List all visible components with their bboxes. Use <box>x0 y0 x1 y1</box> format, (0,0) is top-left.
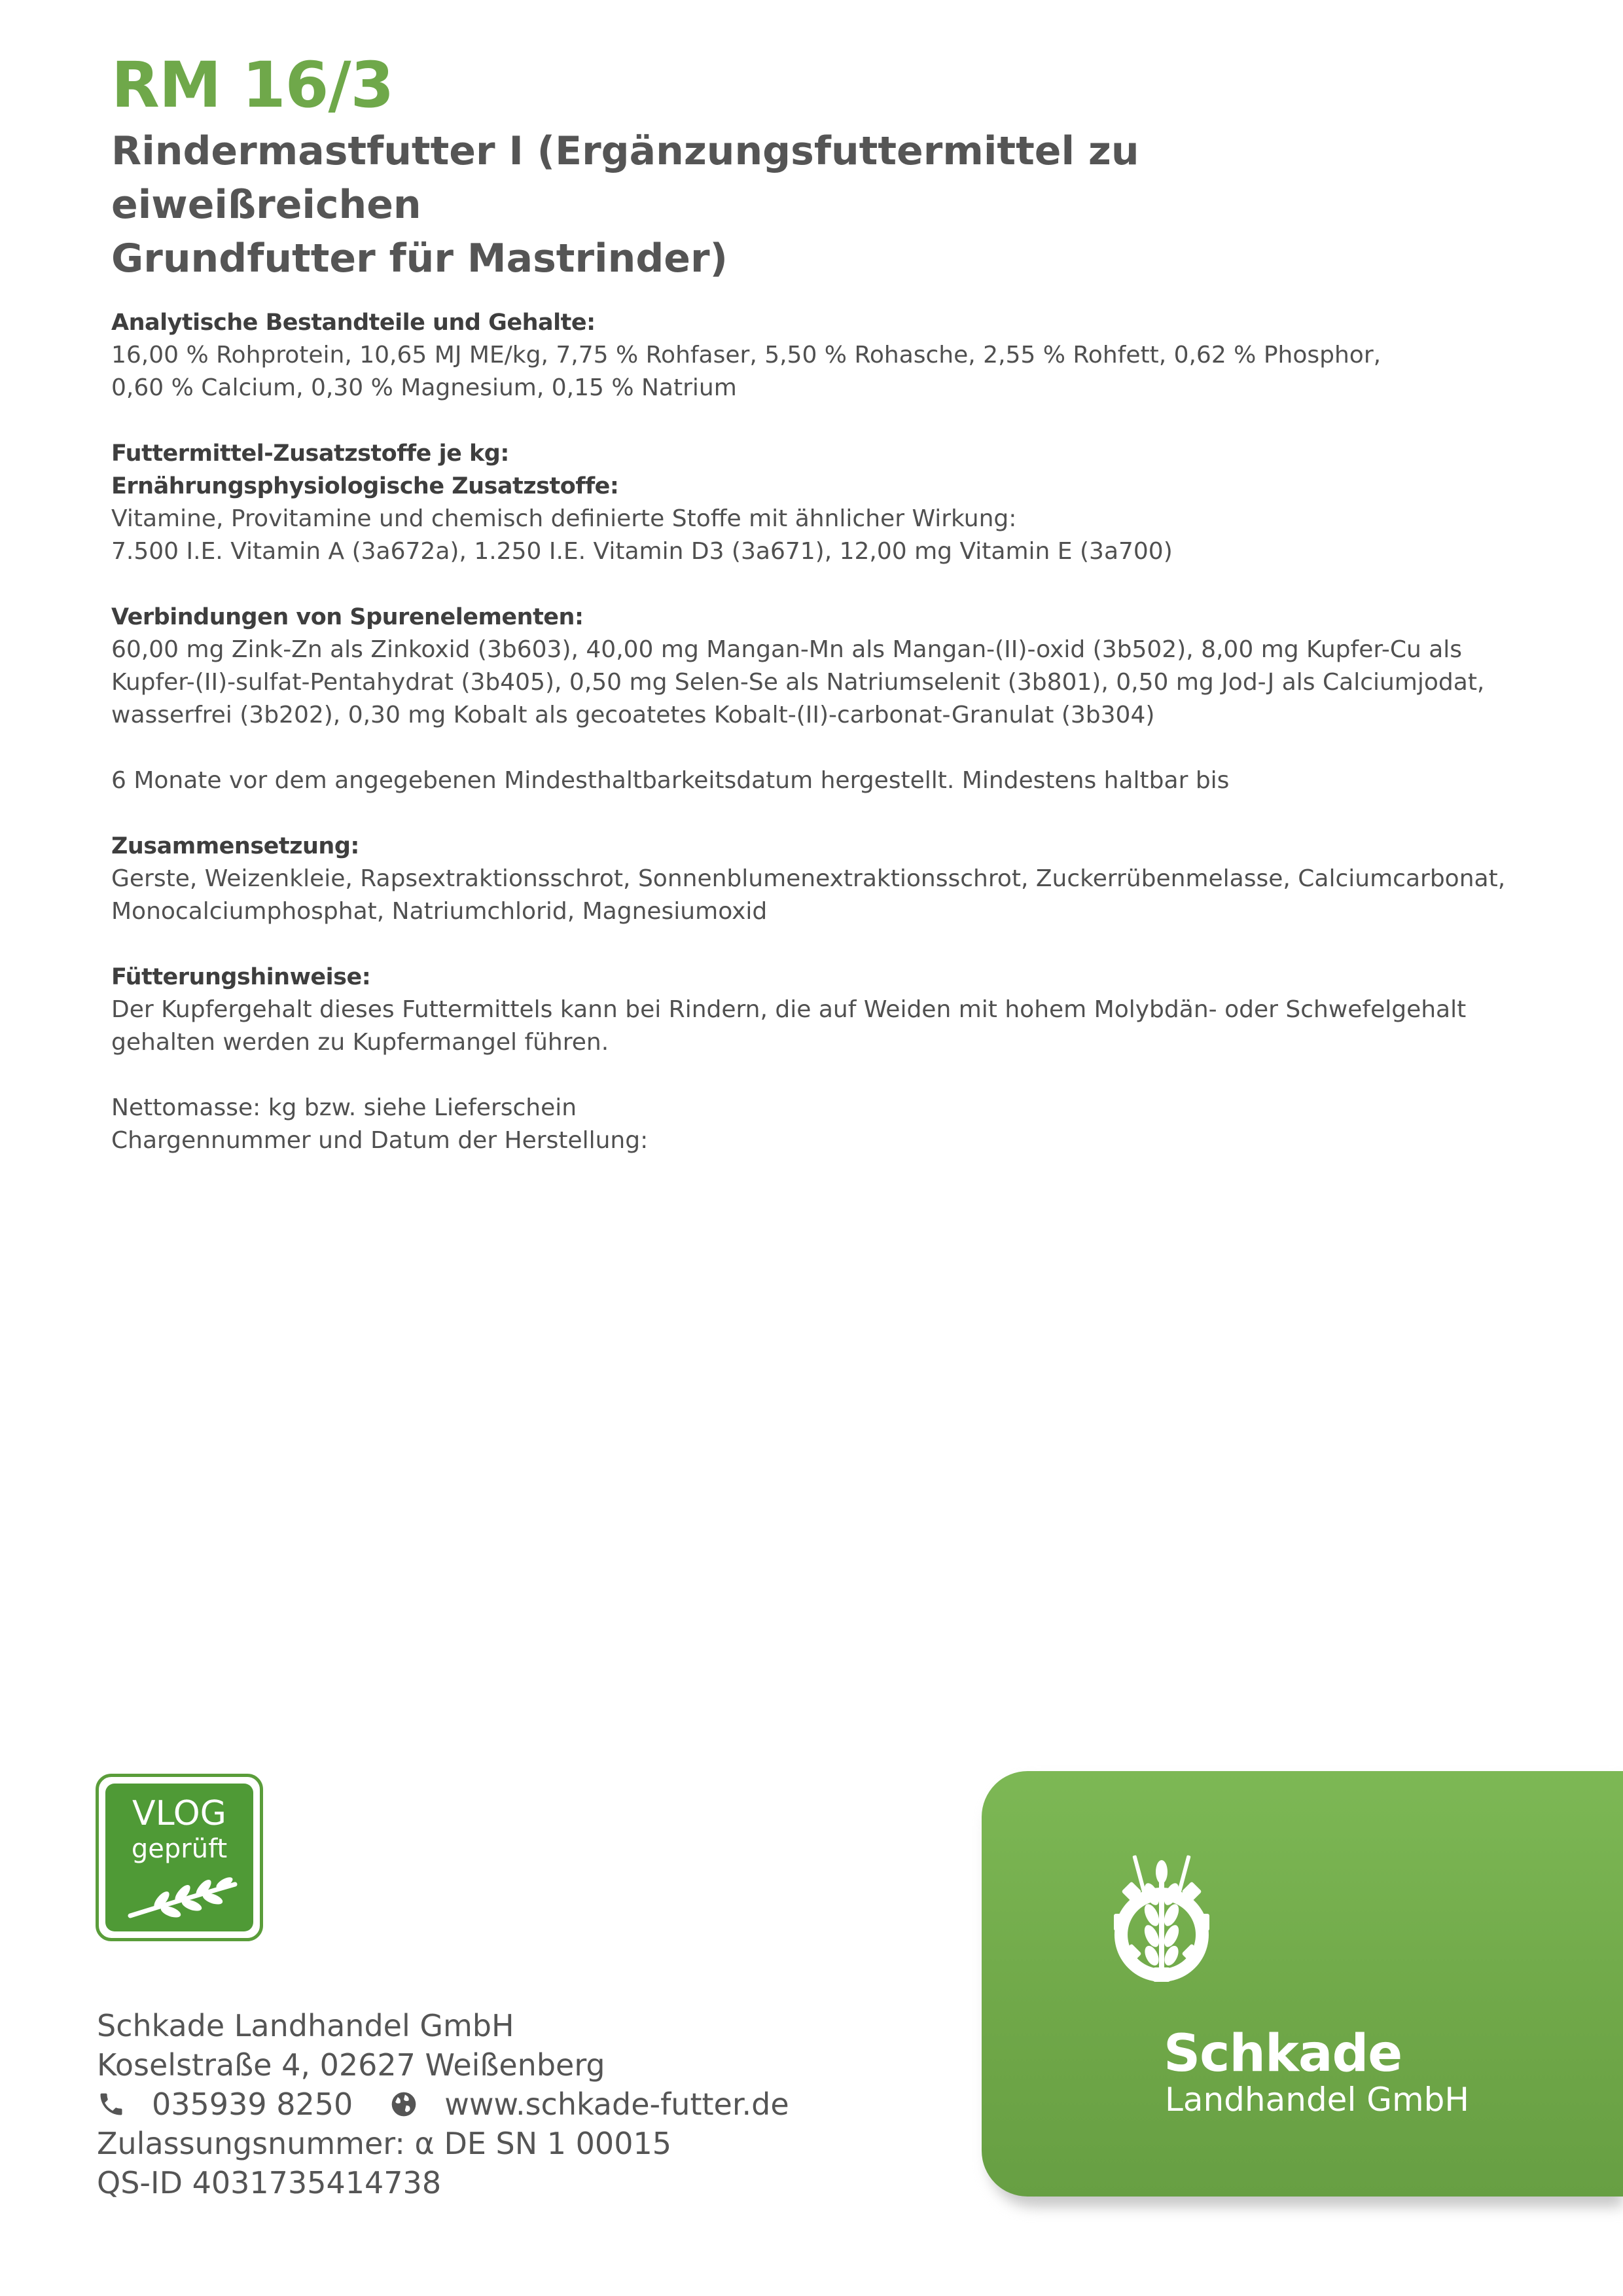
composition-section <box>111 830 1538 928</box>
website-link[interactable]: www.schkade-futter.de <box>444 2087 789 2122</box>
phone-number[interactable]: 035939 8250 <box>152 2087 353 2122</box>
brand-panel <box>982 1771 1623 2197</box>
brand-name: Schkade <box>1164 2024 1402 2083</box>
subtitle-line: Rindermastfutter I (Ergänzungsfuttermittel zu eiweißreichen <box>111 128 1139 228</box>
vlog-badge-top: VLOG <box>132 1794 226 1833</box>
subtitle-line: Grundfutter für Mastrinder) <box>111 236 728 281</box>
approval-number: Zulassungsnummer: α DE SN 1 00015 <box>97 2126 671 2161</box>
phone-icon <box>97 2090 126 2119</box>
text-line: Kupfer-(II)-sulfat-Pentahydrat (3b405), 0,50 mg Selen-Se als Natriumselenit (3b801), 0,50 mg Jod-J als Calciumjodat, <box>111 669 1485 696</box>
text-line: Vitamine, Provitamine und chemisch definierte Stoffe mit ähnlicher Wirkung: <box>111 505 1017 532</box>
trace-elements-section <box>111 601 1538 732</box>
shelf-life-section <box>111 764 1538 797</box>
vlog-badge-bottom: geprüft <box>131 1834 228 1864</box>
label-content <box>111 306 1538 1190</box>
text-line: gehalten werden zu Kupfermangel führen. <box>111 1029 609 1056</box>
analytics-section <box>111 306 1538 404</box>
company-address: Koselstraße 4, 02627 Weißenberg <box>97 2047 605 2083</box>
globe-icon <box>389 2090 418 2119</box>
vlog-badge-inner <box>105 1784 253 1931</box>
feeding-section <box>111 961 1538 1059</box>
section-heading: Verbindungen von Spurenelementen: <box>111 604 584 630</box>
brand-subline: Landhandel GmbH <box>1165 2081 1470 2119</box>
qs-id: QS-ID 4031735414738 <box>97 2165 442 2200</box>
product-code: RM 16/3 <box>111 48 394 122</box>
section-subheading: Ernährungsphysiologische Zusatzstoffe: <box>111 473 619 499</box>
section-heading: Analytische Bestandteile und Gehalte: <box>111 310 596 336</box>
text-line: 6 Monate vor dem angegebenen Mindesthaltbarkeitsdatum hergestellt. Mindestens haltbar bis <box>111 767 1230 794</box>
text-line: Monocalciumphosphat, Natriumchlorid, Magnesiumoxid <box>111 898 768 925</box>
wheat-icon <box>124 1875 241 1921</box>
vlog-badge <box>96 1774 263 1941</box>
text-line: Gerste, Weizenkleie, Rapsextraktionsschrot, Sonnenblumenextraktionsschrot, Zuckerrübenmelasse, Calciumcarbonat, <box>111 865 1506 892</box>
text-line: 60,00 mg Zink-Zn als Zinkoxid (3b603), 40,00 mg Mangan-Mn als Mangan-(II)-oxid (3b502), 8,00 mg Kupfer-Cu als <box>111 636 1463 663</box>
contact-row <box>97 2085 789 2124</box>
text-line: Nettomasse: kg bzw. siehe Lieferschein <box>111 1094 577 1121</box>
text-line: Chargennummer und Datum der Herstellung: <box>111 1127 649 1154</box>
section-heading: Zusammensetzung: <box>111 833 359 859</box>
company-address-block <box>97 2006 789 2202</box>
product-subtitle <box>111 124 1453 285</box>
wheat-gear-icon <box>1099 1848 1224 1992</box>
text-line: Der Kupfergehalt dieses Futtermittels kann bei Rindern, die auf Weiden mit hohem Molybdän- oder Schwefelgehalt <box>111 996 1467 1023</box>
text-line: 16,00 % Rohprotein, 10,65 MJ ME/kg, 7,75 % Rohfaser, 5,50 % Rohasche, 2,55 % Rohfett, 0,62 % Phosphor, <box>111 342 1382 368</box>
text-line: wasserfrei (3b202), 0,30 mg Kobalt als gecoatetes Kobalt-(II)-carbonat-Granulat (3b304) <box>111 702 1155 728</box>
text-line: 0,60 % Calcium, 0,30 % Magnesium, 0,15 % Natrium <box>111 374 737 401</box>
section-heading: Futtermittel-Zusatzstoffe je kg: <box>111 440 509 467</box>
text-line: 7.500 I.E. Vitamin A (3a672a), 1.250 I.E. Vitamin D3 (3a671), 12,00 mg Vitamin E (3a700) <box>111 538 1173 565</box>
net-section <box>111 1092 1538 1157</box>
additives-section <box>111 437 1538 568</box>
company-name: Schkade Landhandel GmbH <box>97 2008 514 2043</box>
section-heading: Fütterungshinweise: <box>111 964 371 990</box>
